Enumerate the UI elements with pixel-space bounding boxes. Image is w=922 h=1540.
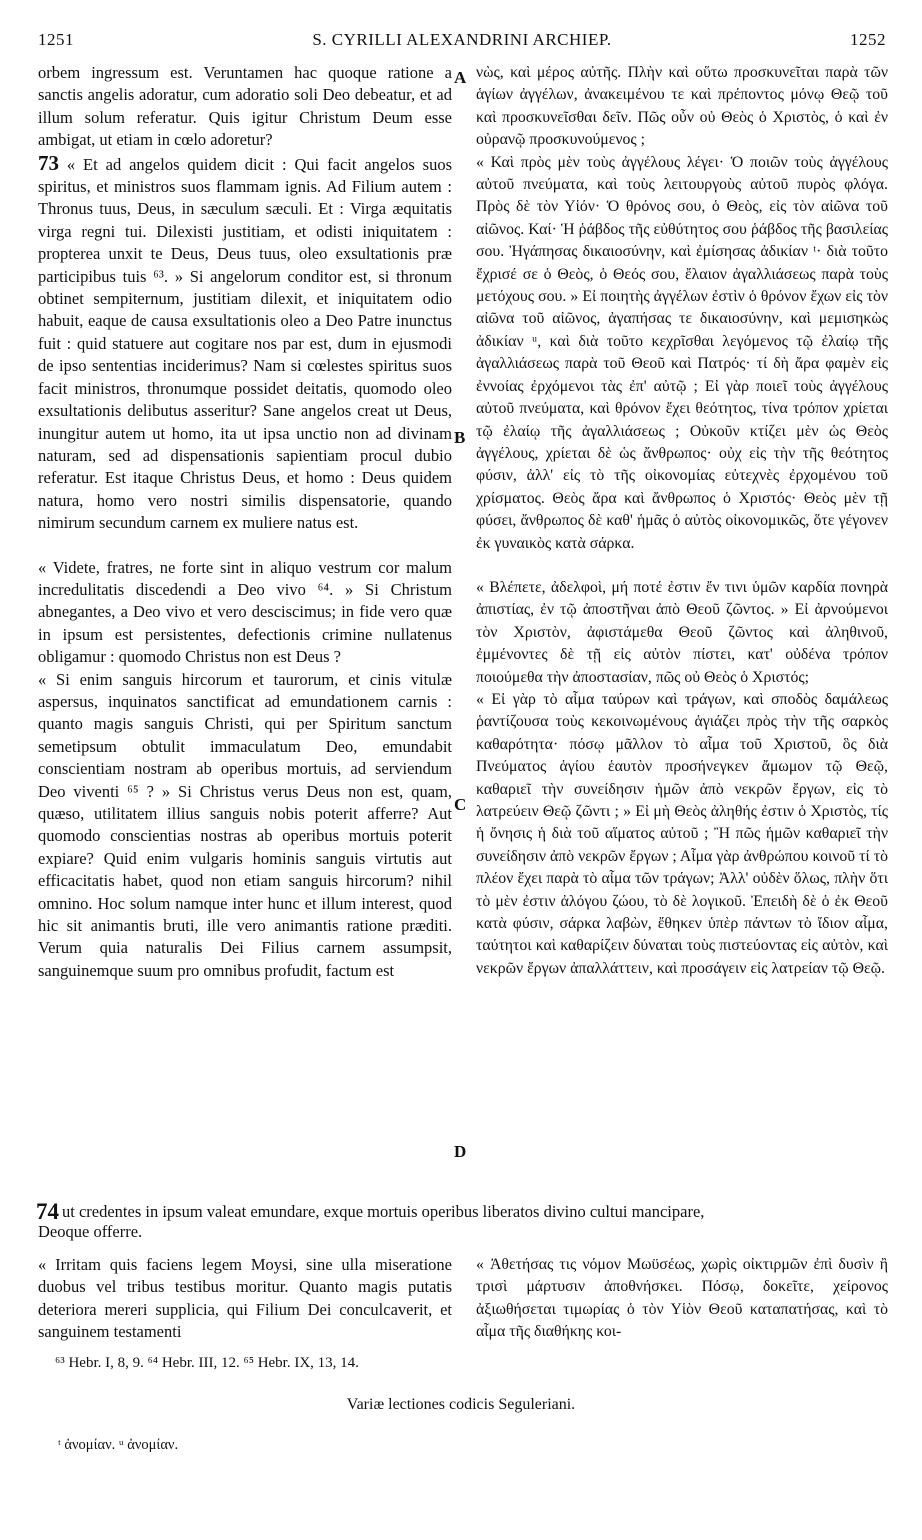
greek-column [476, 62, 888, 980]
greek-paragraph-2: « Καὶ πρὸς μὲν τοὺς ἀγγέλους λέγει· Ὁ ποιῶν τοὺς ἀγγέλους αὐτοῦ πνεύματα, καὶ τοὺς λειτουργοὺς αὐτοῦ πυρὸς φλόγα. Πρὸς δὲ τὸν Υἱόν· Ὁ θρόνος σου, ὁ Θεὸς, εἰς τὸν αἰῶνα τοῦ αἰῶνος. Καί· Ἡ ῥάβδος τῆς εὐθύτητος σου ῥάβδος τῆς βασιλείας σου. Ἠγάπησας δικαιοσύνην, καὶ ἐμίσησας ἀδικίαν ᵗ· διὰ τοῦτο ἔχρισέ σε ὁ Θεὸς, ὁ Θεός σου, ἔλαιον ἀγαλλιάσεως παρὰ τοὺς μετόχους σου. » Εἰ ποιητὴς ἀγγέλων ἐστὶν ὁ θρόνον ἔχων εἰς τὸν αἰῶνα τοῦ αἰῶνος, ἀγαπήσας τε δικαιοσύνην, καὶ μεμισηκὼς ἀδικίαν ᵘ, καὶ διὰ τοῦτο κεχρῖσθαι λεγόμενος τῷ ἐλαίῳ τῆς ἀγαλλιάσεως παρὰ τοῦ Θεοῦ καὶ Πατρός· τί δὴ ἄρα φαμὲν εἰς ἐννοίας ἐρχόμενοι τὰς ἐπ' αὐτῷ ; Εἰ γὰρ ποιεῖ τοὺς ἀγγέλους αὐτοῦ πνεύματα, καὶ θρόνον ἔχει θεότητος, τίνα τρόπον χρίεται τῷ ἐλαίῳ τῆς ἀγαλλιάσεως ; Οὐκοῦν κτίζει μὲν ὡς Θεὸς ἀγγέλους, χρίεται δὲ ὡς ἄνθρωπος· οὐχ εἰς τὴν τῆς θεότητος φύσιν, ἀλλ' εἰς τὸ τῆς οἰκονομίας εὐτεχνὲς ἐρχομένου τοῦ χρίσματος. Θεὸς ἄρα καὶ ἄνθρωπος ὁ Χριστός· Θεὸς μὲν τῇ φύσει, ἄνθρωπος δὲ καθ' ἡμᾶς ὁ αὐτὸς οἰκονομικῶς, ὅτε γέγονεν ἐκ γυναικὸς κατὰ σάρκα. [476, 153, 888, 552]
footnotes: ⁶³ Hebr. I, 8, 9. ⁶⁴ Hebr. III, 12. ⁶⁵ Hebr. IX, 13, 14. [55, 1355, 359, 1371]
latin-paragraph-4: « Si enim sanguis hircorum et taurorum, et cinis vitulæ aspersus, inquinatos sanctificat ad emundationem carnis : quanto magis sanguis Christi, qui per Spiritum sanctum semetipsum obtulit immaculatum Deo, emundabit conscientiam nostram ab operibus mortuis, ad serviendum Deo viventi ⁶⁵ ? » Si Christus verus Deus non est, quam, quæso, utilitatem illius sanguis nobis poterit afferre? Aut quomodo conscientias nostras ab operibus mortuis poterit expiare? Quid enim vulgaris hominis sanguis virtutis aut efficacitatis habet, quod non etiam sanguis hircorum? nihil omnino. Hoc solum namque inter hunc et illum interest, quod hic sit animantis bruti, ille vero animantis ratione præditi. Verum quia naturalis Dei Filius carnem assumpsit, sanguinemque suum pro omnibus profudit, factum est [38, 669, 452, 980]
greek-paragraph-1: νὼς, καὶ μέρος αὐτῆς. Πλὴν καὶ οὕτω προσκυνεῖται παρὰ τῶν ἁγίων ἀγγέλων, ἀνακειμένου τε καὶ πρέποντος μόνῳ Θεῷ τοῦ καὶ προσκυνεῖσθαι δεῖν. Πῶς οὖν οὐ Θεὸς ὁ Χριστὸς, ὁ καὶ ἐν οὐρανῷ προσκυνούμενος ; [476, 64, 888, 149]
latin-paragraph-2 [38, 152, 452, 535]
variae-lectiones-title: Variæ lectiones codicis Seguleriani. [346, 1396, 576, 1413]
latin-paragraph-5: « Irritam quis faciens legem Moysi, sine ulla miseratione duobus vel tribus testibus moritur. Quanto magis putatis deteriora mereri supplicia, qui Filium Dei conculcaverit, et sanguinem testamenti [38, 1255, 452, 1342]
bridging-line: ut credentes in ipsum valeat emundare, exque mortuis operibus liberatos divino cultui mancipare, [62, 1202, 705, 1221]
page-header [38, 30, 886, 60]
latin-paragraph-1: orbem ingressum est. Veruntamen hac quoque ratione a sanctis angelis adoratur, cum adoratio soli Deo debeatur, et ad illum solum referatur. Quis igitur Christum Deum esse ambigat, ut etiam in cœlo adoretur? [38, 63, 452, 150]
greek-paragraph-5: « Ἀθετήσας τις νόμον Μωϋσέως, χωρὶς οἰκτιρμῶν ἐπὶ δυσὶν ἢ τρισὶ μάρτυσιν ἀποθνήσκει. Πόσῳ, δοκεῖτε, χείρονος ἀξιωθήσεται τιμωρίας ὁ τὸν Υἱὸν Θεοῦ καταπατήσας, καὶ τὸ αἷμα τῆς διαθήκης κοι- [476, 1256, 888, 1341]
greek-column-bottom [476, 1254, 888, 1344]
page-number-right: 1252 [850, 30, 886, 49]
margin-letter-a: A [454, 68, 467, 87]
running-title: S. CYRILLI ALEXANDRINI ARCHIEP. [312, 30, 612, 49]
page-number-left: 1251 [38, 30, 74, 49]
latin-paragraph-2-text: « Et ad angelos quidem dicit : Qui facit angelos suos spiritus, et ministros suos flammam ignis. Ad Filium autem : Thronus tuus, Deus, in sæculum sæculi. Et : Virga æquitatis virga regni tui. Dilexisti justitiam, et odisti iniquitatem : propterea unxit te Deus, Deus tuus, oleo exsultationis præ participibus tuis ⁶³. » Si angelorum conditor est, si thronum obtinet sempiternum, justitiam dilexit, et iniquitatem odio habuit, eaque de causa exsultationis oleo a Deo Patre inunctus fuit : quid statuere aut cogitare nos par est, dum in ejusmodi de ipso sententias inciderimus? Nam si cœlestes spiritus suos facit ministros, thronumque possidet deitatis, quomodo oleo exsultationis delibutus asseritur? Sane angelos creat ut Deus, inungitur autem ut homo, ita ut ipsa unctio non ad divinam naturam, sed ad dispensationis sapientiam procul dubio referatur. Est itaque Christus Deus, et homo : Deus quidem natura, homo vero nostri similis dispensatorie, quando nimirum secundum carnem ex muliere natus est. [38, 154, 452, 533]
bridging-line-end: Deoque offerre. [38, 1222, 143, 1241]
margin-letter-b: B [454, 428, 466, 447]
latin-column-bottom [38, 1254, 452, 1344]
latin-column [38, 62, 452, 982]
variae-lectiones-notes: ᵗ ἀνομίαν. ᵘ ἀνομίαν. [58, 1437, 179, 1453]
section-number-74: 74 [36, 1199, 59, 1224]
margin-letter-d: D [454, 1142, 467, 1161]
latin-paragraph-3: « Videte, fratres, ne forte sint in aliquo vestrum cor malum incredulitatis discedendi a Deo vivo ⁶⁴. » Si Christum abnegantes, a Deo vivo et vero desciscimus; in fide vero quæ in ipsum est persistentes, defectionis crimine nullatenus obligamur : quomodo Christus non est Deus ? [38, 557, 452, 667]
greek-paragraph-4: « Εἰ γὰρ τὸ αἷμα ταύρων καὶ τράγων, καὶ σποδὸς δαμάλεως ῥαντίζουσα τοὺς κεκοινωμένους ἁγιάζει πρὸς τὴν τῆς σαρκὸς καθαρότητα· πόσῳ μᾶλλον τὸ αἷμα τοῦ Χριστοῦ, ὃς διὰ Πνεύματος ἁγίου ἑαυτὸν προσήνεγκεν ἄμωμον τῷ Θεῷ, καθαριεῖ τὴν συνείδησιν ἡμῶν ἀπὸ νεκρῶν ἔργων, εἰς τὸ λατρεύειν Θεῷ ζῶντι ; » Εἰ μὴ Θεὸς ἀληθής ἐστιν ὁ Χριστὸς, τίς ἡ ὄνησις ἡ διὰ τοῦ αἵματος αὐτοῦ ; Ἢ πῶς ἡμῶν καθαριεῖ τὴν συνείδησιν ἀπὸ νεκρῶν ἔργων ; Αἷμα γὰρ ἀνθρώπου κοινοῦ τί τὸ πλέον ἔχει παρὰ τὸ αἷμα τῶν τράγων; Ἀλλ' οὐδὲν ὅλως, πλὴν ὅτι τὸ μὲν ἐστιν ἀλόγου ζώου, τὸ δὲ λογικοῦ. Ἐπειδὴ δὲ ὁ ἐκ Θεοῦ κατὰ φύσιν, σάρκα λαβὼν, ἔθηκεν ὑπὲρ πάντων τὸ ἴδιον αἷμα, ταύτητοι καὶ καθαρίζειν δύναται τοὺς πιστεύοντας εἰς αὐτὸν, καὶ νεκρῶν ἔργων ἀπαλλάττειν, καὶ προσάγειν εἰς λατρείαν τῷ Θεῷ. [476, 690, 888, 977]
section-number-73: 73 [38, 150, 59, 175]
greek-paragraph-3: « Βλέπετε, ἀδελφοὶ, μή ποτέ ἐστιν ἔν τινι ὑμῶν καρδία πονηρὰ ἀπιστίας, ἐν τῷ ἀποστῆναι ἀπὸ Θεοῦ ζῶντος. » Εἰ ἀρνούμενοι τὸν Χριστὸν, ἀφιστάμεθα Θεοῦ ζῶντος καὶ ἀληθινοῦ, ἐμμένοντες δὲ τῇ εἰς αὐτὸν πίστει, κατ' οὐδένα τρόπον ποιούμεθα τὴν ἀποστασίαν, πῶς οὐ Θεὸς ὁ Χριστός; [476, 578, 888, 686]
margin-letter-c: C [454, 795, 467, 814]
